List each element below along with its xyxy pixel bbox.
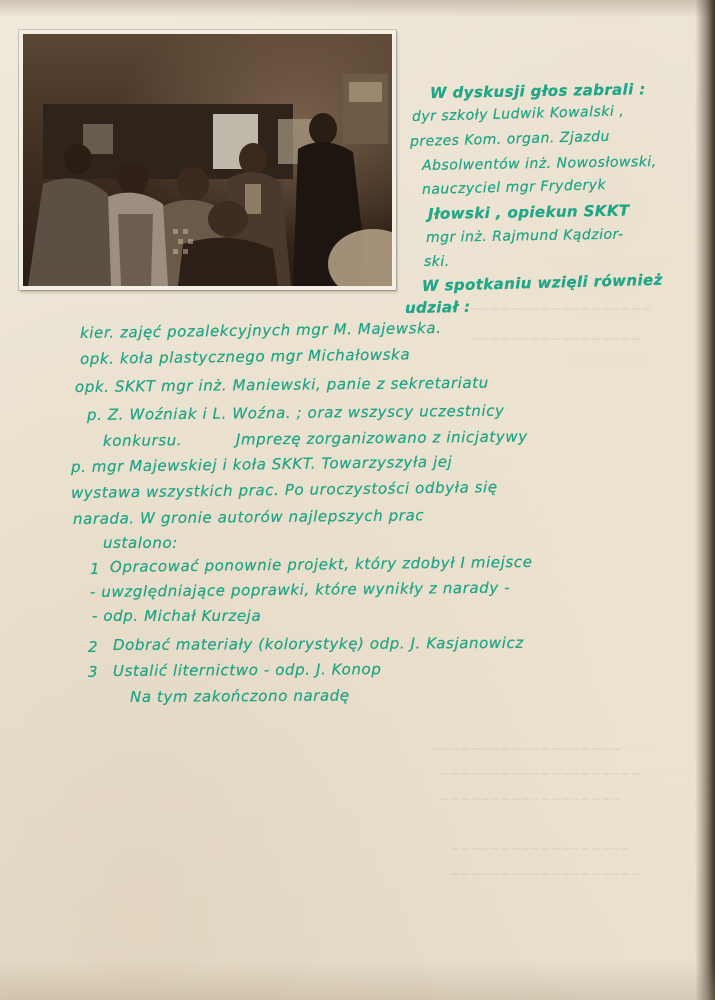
list-item-number: 3 xyxy=(88,663,99,681)
closing-line: Na tym zakończono naradę xyxy=(129,686,350,706)
list-item-number: 2 xyxy=(88,638,99,656)
text-line: wystawa wszystkich prac. Po uroczystości odbyła się xyxy=(70,478,498,502)
text-line: narada. W gronie autorów najlepszych prac xyxy=(72,506,425,528)
bleed-through-mark: ~~~~~~~~~~~~~~~~~~ xyxy=(450,842,631,856)
text-line: opk. koła plastycznego mgr Michałowska xyxy=(79,345,411,368)
list-item: - uwzględniające poprawki, które wynikły z narady - xyxy=(89,578,511,601)
page-bottom-shadow xyxy=(0,960,715,1000)
bleed-through-mark: ~~~~~~~~~~~~~~~~~~~ xyxy=(430,742,622,756)
list-item-number: 1 xyxy=(90,560,101,578)
discussion-heading: W dyskusji głos zabrali : xyxy=(429,80,646,102)
photograph-icon xyxy=(23,34,392,286)
list-item: Ustalić liternictwo - odp. J. Konop xyxy=(112,660,382,680)
text-line: ustalono: xyxy=(103,534,178,552)
text-line: p. mgr Majewskiej i koła SKKT. Towarzyszyła jej xyxy=(70,452,453,476)
page-top-shadow xyxy=(0,0,715,18)
text-line: konkursu. Jmprezę zorganizowano z inicjatywy xyxy=(102,427,528,450)
bleed-through-mark: ~~~~~~~~~~~~~~~~~ xyxy=(470,332,641,346)
text-line: Absolwentów inż. Nowosłowski, xyxy=(421,153,657,174)
bleed-through-mark: ~~~~~~~~~~~~~~~~~~ xyxy=(440,792,621,806)
text-line: Jłowski , opiekun SKKT xyxy=(427,201,630,223)
page-right-edge xyxy=(695,0,715,1000)
bleed-through-mark: ~~~~~~~~~~~~~~~~~~~~ xyxy=(450,302,652,316)
text-line: dyr szkoły Ludwik Kowalski , xyxy=(411,103,625,125)
text-line: kier. zajęć pozalekcyjnych mgr M. Majewska. xyxy=(79,318,442,342)
text-line: opk. SKKT mgr inż. Maniewski, panie z sekretariatu xyxy=(74,373,489,396)
text-line: prezes Kom. organ. Zjazdu xyxy=(409,128,611,150)
participants-heading: W spotkaniu wzięli również xyxy=(421,270,663,295)
list-item: - odp. Michał Kurzeja xyxy=(92,607,262,625)
list-item: Opracować ponownie projekt, który zdobył I miejsce xyxy=(109,552,533,576)
text-line: p. Z. Woźniak i L. Woźna. ; oraz wszyscy uczestnicy xyxy=(86,401,505,424)
bleed-through-mark: ~~~~~~~~~~~~~~~~~~~ xyxy=(450,867,642,881)
list-item: Dobrać materiały (kolorystykę) odp. J. Kasjanowicz xyxy=(112,633,524,654)
text-line: nauczyciel mgr Fryderyk xyxy=(421,177,607,198)
text-line: mgr inż. Rajmund Kądzior- xyxy=(425,226,624,246)
text-line: udział : xyxy=(404,297,471,317)
photograph xyxy=(19,30,396,290)
bleed-through-mark: ~~~~~~~~~~~~~~~~~~~~ xyxy=(440,767,642,781)
text-line: ski. xyxy=(424,254,450,270)
